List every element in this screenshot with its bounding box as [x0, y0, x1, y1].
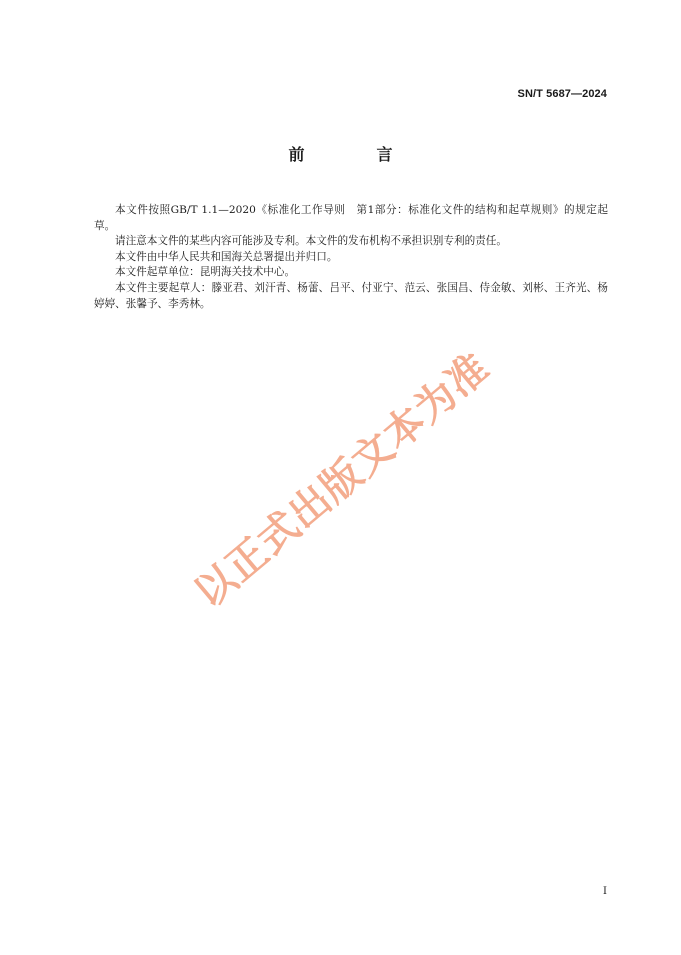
paragraph-patent-notice: 请注意本文件的某些内容可能涉及专利。本文件的发布机构不承担识别专利的责任。 — [115, 235, 507, 248]
document-code: SN/T 5687—2024 — [517, 88, 607, 100]
foreword-body — [94, 203, 608, 312]
paragraph-drafting-unit: 本文件起草单位：昆明海关技术中心。 — [115, 266, 296, 279]
paragraph-drafting-rules: 本文件按照GB/T 1.1—2020《标准化工作导则 第1部分：标准化文件的结构和起草规则》的规定起草。 — [94, 204, 608, 232]
paragraph-proposer: 本文件由中华人民共和国海关总署提出并归口。 — [115, 250, 338, 263]
page-title: 前 言 — [288, 145, 421, 164]
paragraph-drafters: 本文件主要起草人：滕亚君、刘汗青、杨蕾、吕平、付亚宁、范云、张国昌、侍金敏、刘彬、王齐光、杨婷婷、张馨予、李秀林。 — [94, 281, 608, 310]
page-number: I — [603, 886, 607, 897]
watermark-text: 以正式出版文本为准 — [186, 344, 499, 617]
